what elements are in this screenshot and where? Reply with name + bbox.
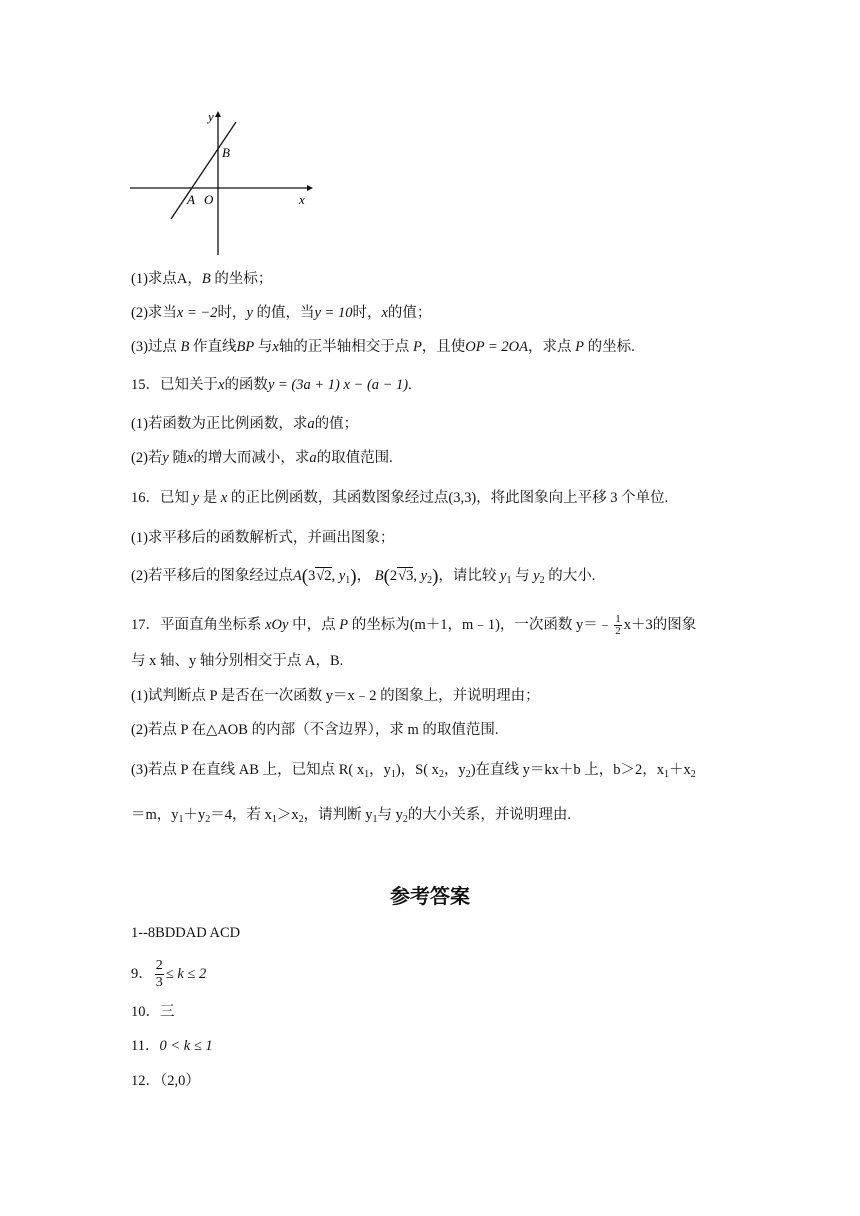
q17-part1: (1)试判断点 P 是否在一次函数 y＝x﹣2 的图象上，并说明理由；: [131, 688, 540, 704]
q16-part2: (2)若平移后的图象经过点A(3√2, $y_1$)， B(2√3, $y_2$)，请比较 $y_1$ 与 $y_2$ 的大小.: [131, 566, 596, 587]
y-axis-arrow: [215, 111, 221, 117]
answer-9: 9． $\frac{2}{3}$ ≤ k ≤ 2: [131, 958, 207, 990]
q16-part1: (1)求平移后的函数解析式，并画出图象；: [131, 530, 395, 546]
answer-12: 12．（2,0）: [131, 1073, 200, 1089]
fraction-two-thirds: $\frac{2}{3}$: [155, 958, 163, 990]
fraction-half: $\frac{1}{2}$: [615, 613, 621, 637]
answers-heading: 参考答案: [390, 884, 470, 908]
answer-10: 10．三: [131, 1004, 175, 1020]
point-b-label: B: [222, 145, 230, 160]
q16-stem: 16．已知 y 是 x 的正比例函数，其函数图象经过点(3,3)，将此图象向上平移 3 个单位.: [131, 490, 669, 506]
x-axis-arrow: [307, 185, 313, 191]
answer-1-8: 1--8BDDAD ACD: [131, 925, 241, 941]
q17-part2: (2)若点 P 在△AOB 的内部（不含边界），求 m 的取值范围.: [131, 722, 499, 738]
q15-part1: (1)若函数为正比例函数，求a的值；: [131, 416, 359, 432]
x-axis-label: x: [299, 192, 305, 207]
point-a-label: A: [187, 192, 195, 207]
q17-part3-line2: ＝m，$y_1+y_2=4$，若 $x_1>x_2$，请判断 $y_1$与 $y_2$的大小关系，并说明理由.: [131, 807, 572, 825]
y-axis-label: y: [208, 109, 214, 124]
q17-part3: (3)若点 P 在直线 AB 上，已知点 R( $x_1$，$y_1$)，S( $x_2$，$y_2$)在直线 y＝kx＋b 上，b＞2，$x_1+x_2$: [131, 762, 696, 780]
q14-part2: (2)求当x = −2时，y 的值，当y = 10时，x的值；: [131, 305, 432, 321]
q14-part3: (3)过点 B 作直线BP 与x轴的正半轴相交于点 P，且使OP = 2OA，求点 P 的坐标.: [131, 339, 635, 355]
q15-stem: 15．已知关于x的函数y = (3a + 1) x − (a − 1).: [131, 377, 412, 393]
q14-part1: (1)求点A，B 的坐标；: [131, 271, 273, 287]
q17-stem-line2: 与 x 轴、y 轴分别相交于点 A，B.: [131, 653, 344, 669]
coordinate-figure: [125, 105, 320, 265]
answer-11: 11．0 < k ≤ 1: [131, 1038, 213, 1054]
q17-stem: 17．平面直角坐标系 xOy 中，点 P 的坐标为(m＋1，m﹣1)，一次函数 y＝﹣ $\frac{1}{2}$ x＋3的图象: [131, 613, 697, 637]
q15-part2: (2)若y 随x的增大而减小，求a的取值范围.: [131, 450, 393, 466]
origin-label: O: [204, 192, 214, 207]
